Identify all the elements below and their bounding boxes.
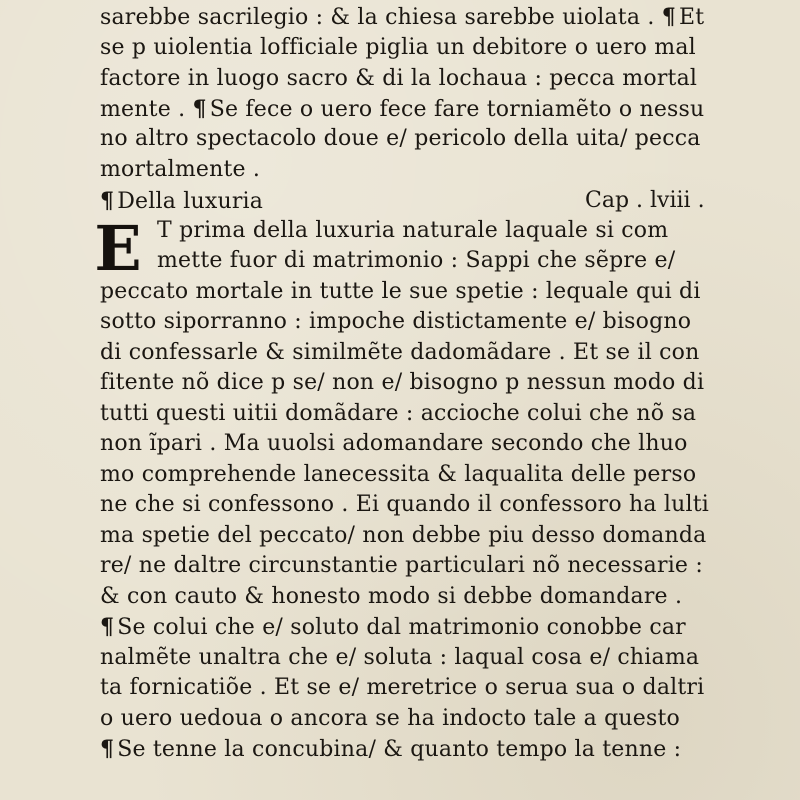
line-text: T prima della luxuria naturale laquale si com	[157, 218, 669, 243]
line-text: Se tenne la concubina/ & quanto tempo la tenne :	[117, 737, 682, 762]
line-text: sarebbe sacrilegio : & la chiesa sarebbe uiolata .	[100, 5, 655, 30]
text-line-21	[100, 647, 699, 669]
pilcrow-mark: ¶	[100, 736, 115, 762]
line-text: & con cauto & honesto modo si debbe domandare .	[100, 584, 683, 609]
line-text: no altro spectacolo doue e/ pericolo della uita/ pecca	[100, 126, 701, 151]
text-line-15	[100, 464, 696, 486]
text-line-9	[100, 281, 701, 303]
line-text: mo comprehende lanecessita & laqualita delle perso	[100, 462, 697, 487]
line-tail: Et	[678, 5, 705, 30]
line-text: di confessarle & similmẽte dadomãdare . Et se il con	[100, 340, 700, 365]
pilcrow-mark: ¶	[192, 96, 207, 122]
text-line-18	[100, 555, 703, 577]
text-line-20	[100, 616, 686, 639]
line-text: nalmẽte unaltra che e/ soluta : laqual cosa e/ chiama	[100, 645, 700, 670]
text-line-8	[157, 250, 675, 272]
line-text: Se colui che e/ soluto dal matrimonio conobbe car	[117, 615, 686, 640]
decorated-initial: E	[94, 212, 142, 285]
line-text: mortalmente .	[100, 157, 261, 182]
text-line-12	[100, 372, 704, 394]
text-line-10	[100, 311, 691, 333]
chapter-number: Cap . lviii .	[585, 188, 705, 213]
line-text: fitente nõ dice p se/ non e/ bisogno p nessun modo di	[100, 370, 705, 395]
line-text: ne che si confessono . Ei quando il confessoro ha lulti	[100, 492, 710, 517]
chapter-heading	[100, 190, 263, 213]
line-text: ma spetie del peccato/ non debbe piu desso domanda	[100, 523, 707, 548]
pilcrow-mark: ¶	[100, 614, 115, 640]
text-line-16	[100, 494, 709, 516]
text-line-11	[100, 342, 699, 364]
text-line-19	[100, 586, 682, 608]
line-tail: Se fece o uero fece fare torniamẽto o nessu	[209, 97, 705, 122]
text-line-2	[100, 37, 696, 59]
line-text: ta fornicatiõe . Et se e/ meretrice o serua sua o daltri	[100, 675, 705, 700]
text-line-17	[100, 525, 706, 547]
line-text: se p uiolentia lofficiale piglia un debitore o uero mal	[100, 35, 696, 60]
text-line-4	[100, 98, 704, 121]
line-text: re/ ne daltre circunstantie particulari nõ necessarie :	[100, 553, 703, 578]
chapter-title: Della luxuria	[117, 189, 264, 214]
text-line-22	[100, 677, 704, 699]
line-text: sotto siporranno : impoche distictamente e/ bisogno	[100, 309, 692, 334]
line-text: o uero uedoua o ancora se ha indocto tale a questo	[100, 706, 680, 731]
text-line-6	[100, 159, 260, 181]
text-line-13	[100, 403, 696, 425]
text-line-1	[100, 6, 704, 29]
text-line-7	[157, 220, 668, 242]
text-line-3	[100, 68, 697, 90]
text-line-14	[100, 433, 688, 455]
line-text: factore in luogo sacro & di la lochaua : pecca mortal	[100, 66, 698, 91]
text-line-5	[100, 128, 701, 150]
line-text: tutti questi uitii domãdare : accioche colui che nõ sa	[100, 401, 697, 426]
pilcrow-mark: ¶	[100, 188, 115, 214]
text-line-23	[100, 708, 680, 730]
text-line-24	[100, 738, 681, 761]
line-text: non ĩpari . Ma uuolsi adomandare secondo che lhuo	[100, 431, 688, 456]
line-text: peccato mortale in tutte le sue spetie : lequale qui di	[100, 279, 701, 304]
line-text: mette fuor di matrimonio : Sappi che sẽpre e/	[157, 248, 676, 273]
pilcrow-mark: ¶	[661, 4, 676, 30]
line-text: mente .	[100, 97, 186, 122]
